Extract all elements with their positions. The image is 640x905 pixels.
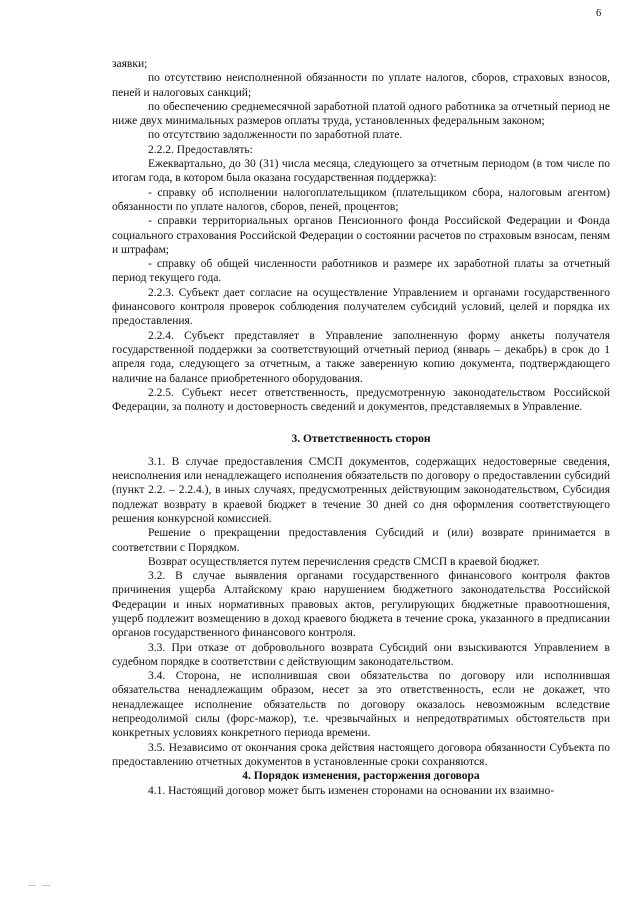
paragraph: 3.4. Сторона, не исполнившая свои обязательства по договору или исполнившая обязательства ненадлежащим образом, несет за это ответственность, если не докажет, что ненадлежащее исполнение обязательств по договору оказалось невозможным вследствие непреодолимой силы (форс-мажор), т.е. чрезвычайных и непредотвратимых обстоятельств при конкретных условиях конкретного периода времени. (112, 670, 610, 740)
paragraph: 3.3. При отказе от добровольного возврата Субсидий они взыскиваются Управлением в судебном порядке в соответствии с действующим законодательством. (112, 641, 610, 668)
paragraph: 2.2.3. Субъект дает согласие на осуществление Управлением и органами государственного финансового контроля проверок соблюдения получателем субсидий условий, целей и порядка их предоставления. (112, 286, 610, 328)
document-body (112, 57, 610, 798)
paragraph: - справку об общей численности работников и размере их заработной платы за отчетный период текущего года. (112, 258, 610, 285)
paragraph: Ежеквартально, до 30 (31) числа месяца, следующего за отчетным периодом (в том числе по итогам года, в котором была оказана государственная поддержка): (112, 158, 610, 185)
paragraph: Возврат осуществляется путем перечисления средств СМСП в краевой бюджет. (148, 555, 540, 568)
paragraph: 2.2.5. Субъект несет ответственность, предусмотренную законодательством Российской Федерации, за полноту и достоверность сведений и документов, представляемых в Управление. (112, 386, 610, 414)
paragraph: 2.2.2. Предоставлять: (148, 143, 253, 156)
page-number: 6 (596, 8, 602, 19)
paragraph: 3.2. В случае выявления органами государственного финансового контроля фактов причинения ущерба Алтайскому краю нарушением бюджетного законодательства Российской Федерации и иных нормативных правовых актов, регулирующих бюджетные правоотношения, ущерб подлежит возмещению в доход краевого бюджета в течение срока, указанного в предписании органов государственного финансового контроля. (112, 570, 610, 640)
paragraph: - справку об исполнении налогоплательщиком (плательщиком сбора, налоговым агентом) обязанности по уплате налогов, сборов, пеней, процентов; (112, 186, 610, 213)
paragraph: Решение о прекращении предоставления Субсидий и (или) возврате принимается в соответствии с Порядком. (112, 527, 610, 554)
scan-mark: — — (28, 880, 52, 889)
paragraph: 3.1. В случае предоставления СМСП документов, содержащих недостоверные сведения, неисполнения или ненадлежащего исполнения обязательств по договору о предоставлении субсидий (пункт 2.2. – 2.2.4.), в иных случаях, предусмотренных действующим законодательством, Субсидия подлежат возврату в краевой бюджет в течение 30 дней со дня оформления соответствующего решения конкурсной комиссией. (112, 455, 610, 525)
paragraph: заявки; (112, 58, 148, 70)
section-heading: 3. Ответственность сторон (291, 433, 431, 446)
section-heading: 4. Порядок изменения, расторжения договора (242, 770, 480, 783)
paragraph: - справки территориальных органов Пенсионного фонда Российской Федерации и Фонда социального страхования Российской Федерации о состоянии расчетов по страховым взносам, пеням и штрафам; (112, 215, 610, 256)
paragraph: по отсутствию задолженности по заработной плате. (148, 129, 403, 142)
paragraph: по обеспечению среднемесячной заработной платой одного работника за отчетный период не ниже двух минимальных размеров оплаты труда, установленных федеральным законом; (112, 100, 610, 128)
paragraph: по отсутствию неисполненной обязанности по уплате налогов, сборов, страховых взносов, пеней и налоговых санкций; (112, 72, 610, 99)
paragraph: 4.1. Настоящий договор может быть изменен сторонами на основании их взаимно- (148, 784, 555, 797)
paragraph: 3.5. Независимо от окончания срока действия настоящего договора обязанности Субъекта по предоставлению отчетных документов в установленные сроки сохраняются. (112, 741, 610, 768)
paragraph: 2.2.4. Субъект представляет в Управление заполненную форму анкеты получателя государственной поддержки за соответствующий отчетный период (январь – декабрь) в срок до 1 апреля года, следующего за отчетным, а также заверенную копию документа, подтверждающего наличие на балансе приобретенного оборудования. (112, 329, 610, 385)
